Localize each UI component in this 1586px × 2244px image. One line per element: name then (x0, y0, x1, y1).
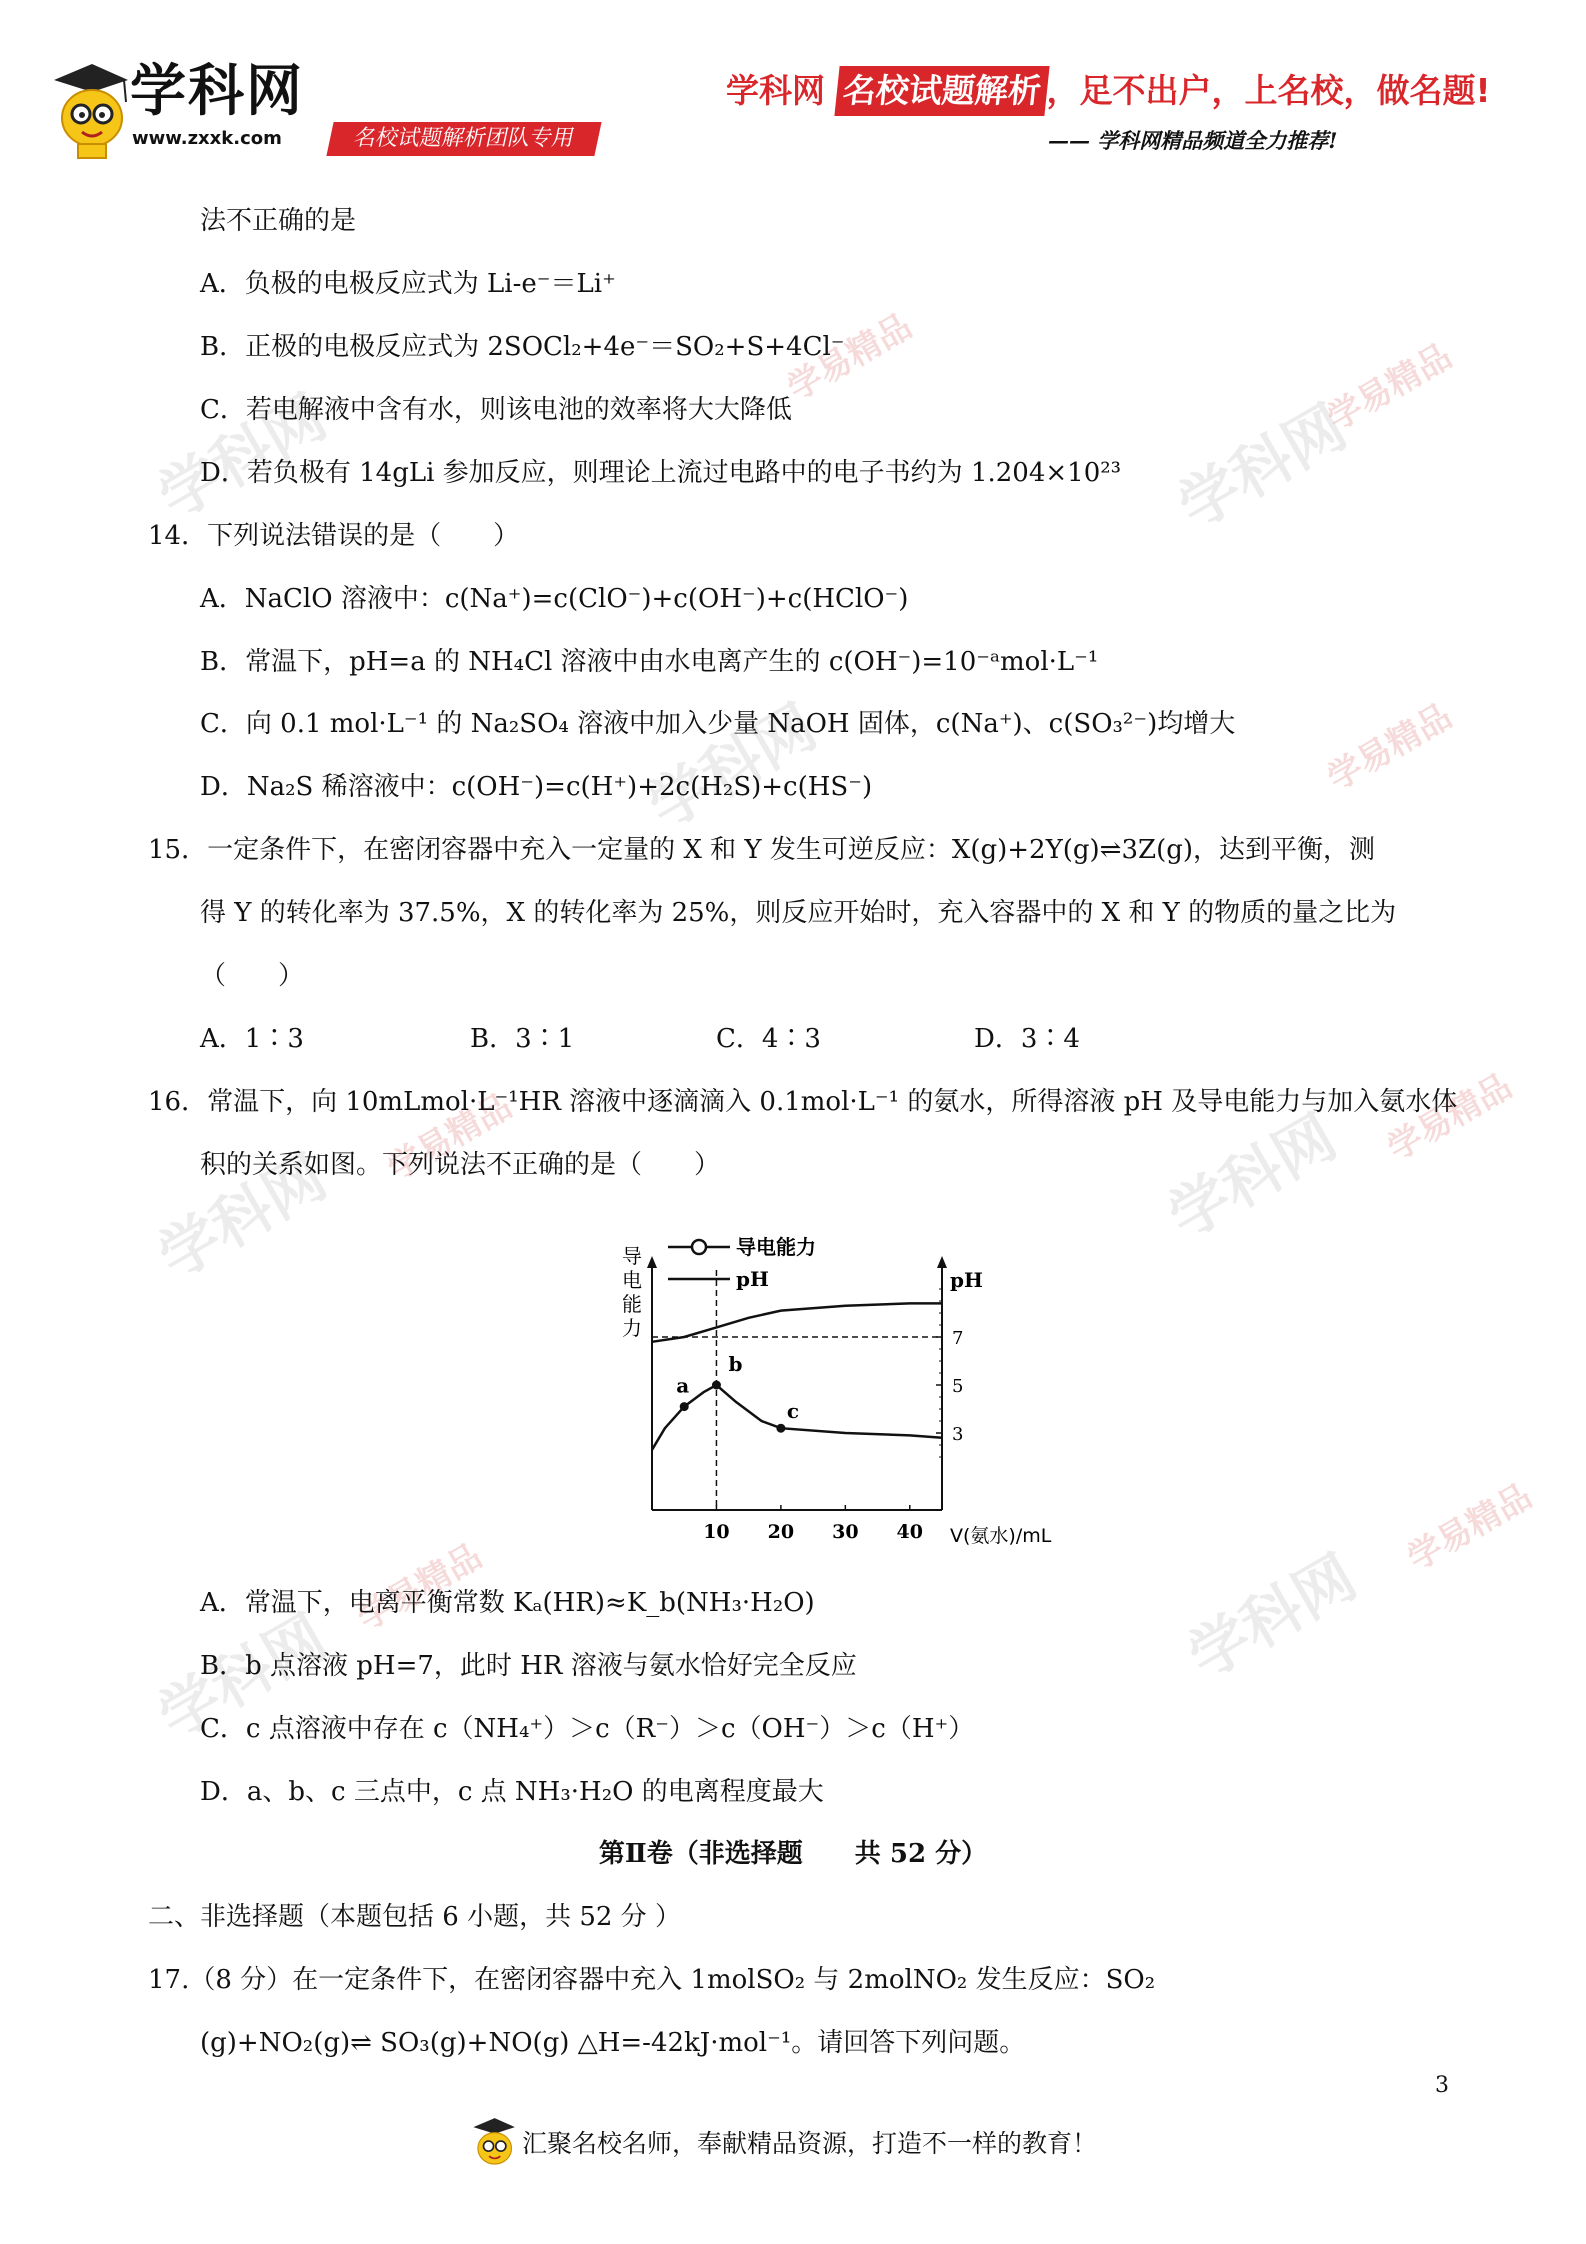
q14-stem: 14．下列说法错误的是（ ） (148, 521, 520, 551)
header-recommend: —— 学科网精品频道全力推荐! (1048, 128, 1338, 153)
mascot-logo-icon (48, 62, 130, 162)
right-axis-label: pH (950, 1268, 983, 1292)
q16-stem-line2: 积的关系如图。下列说法不正确的是（ ） (200, 1150, 721, 1180)
q14-option-a: A．NaClO 溶液中：c(Na⁺)=c(ClO⁻)+c(OH⁻)+c(HClO⁻) (200, 584, 909, 614)
watermark: 学易精品 (350, 1536, 489, 1639)
q14-option-c: C．向 0.1 mol·L⁻¹ 的 Na₂SO₄ 溶液中加入少量 NaOH 固体，c(Na⁺)、c(SO₃²⁻)均增大 (200, 709, 1236, 739)
q16-option-c: C．c 点溶液中存在 c（NH₄⁺）＞c（R⁻）＞c（OH⁻）＞c（H⁺） (200, 1714, 975, 1744)
watermark: 学科网 (147, 1142, 338, 1293)
q17-stem-line2: (g)+NO₂(g)⇌ SO₃(g)+NO(g) △H=-42kJ·mol⁻¹。请回答下列问题。 (200, 2028, 1026, 2058)
q16-option-b: B．b 点溶液 pH=7，此时 HR 溶液与氨水恰好完全反应 (200, 1651, 857, 1681)
part2-section-heading: 二、非选择题（本题包括 6 小题，共 52 分 ） (148, 1902, 681, 1932)
point-label-a: a (676, 1373, 690, 1398)
watermark: 学易精品 (1320, 696, 1459, 799)
x-tick-label: 10 (703, 1521, 730, 1543)
part2-title: 第Ⅱ卷（非选择题 共 52 分） (598, 1839, 988, 1869)
logo-url: www.zxxk.com (132, 128, 282, 149)
q16-option-d: D．a、b、c 三点中，c 点 NH₃·H₂O 的电离程度最大 (200, 1777, 824, 1807)
q15-stem-line3: （ ） (200, 961, 305, 991)
q13-option-c: C．若电解液中含有水，则该电池的效率将大大降低 (200, 395, 792, 425)
ph-series-line (652, 1303, 942, 1341)
header-slogan (726, 66, 1491, 116)
footer-mascot-icon (470, 2117, 516, 2173)
watermark: 学科网 (637, 692, 828, 843)
right-tick-label: 7 (952, 1328, 964, 1349)
watermark: 学科网 (147, 382, 338, 533)
x-axis-label: V(氨水)/mL (950, 1525, 1052, 1547)
legend-conductivity-marker (692, 1240, 706, 1254)
left-axis-arrow (647, 1256, 657, 1268)
q16-option-a: A．常温下，电离平衡常数 Kₐ(HR)≈K_b(NH₃·H₂O) (200, 1588, 815, 1618)
q15-option-a: A．1∶3 (200, 1024, 304, 1054)
logo-name: 学科网 (130, 59, 304, 124)
watermark: 学易精品 (1320, 336, 1459, 439)
footer-slogan: 汇聚名校名师，奉献精品资源，打造不一样的教育！ (522, 2129, 1098, 2158)
q17-stem-line1: 17.（8 分）在一定条件下，在密闭容器中充入 1molSO₂ 与 2molNO₂ 发生反应：SO₂ (148, 1965, 1156, 1995)
watermark: 学易精品 (1380, 1066, 1519, 1169)
q15-option-d: D．3∶4 (974, 1024, 1080, 1054)
team-label: 名校试题解析团队专用 (326, 122, 601, 156)
q14-option-b: B．常温下，pH=a 的 NH₄Cl 溶液中由水电离产生的 c(OH⁻)=10⁻ᵃmol·L⁻¹ (200, 647, 1099, 677)
watermark: 学科网 (147, 1602, 338, 1753)
data-point-a (680, 1402, 689, 1411)
left-axis-label: 电 (622, 1268, 642, 1292)
legend-ph-label: pH (736, 1267, 769, 1291)
point-label-b: b (728, 1352, 743, 1376)
slogan-rest: ，足不出户，上名校，做名题! (1046, 71, 1491, 110)
watermark: 学易精品 (780, 306, 919, 409)
q13-option-a: A．负极的电极反应式为 Li-e⁻＝Li⁺ (200, 269, 616, 299)
x-tick-label: 30 (832, 1521, 859, 1543)
q16-stem-line1: 16．常温下，向 10mLmol·L⁻¹HR 溶液中逐滴滴入 0.1mol·L⁻¹ 的氨水，所得溶液 pH 及导电能力与加入氨水体 (148, 1087, 1458, 1117)
watermark: 学科网 (1177, 1542, 1368, 1693)
right-tick-label: 3 (952, 1424, 964, 1445)
legend-conductivity-label: 导电能力 (736, 1235, 816, 1259)
watermark: 学科网 (1167, 392, 1358, 543)
right-axis-arrow (937, 1256, 947, 1268)
slogan-brand: 学科网 (726, 71, 825, 110)
point-label-c: c (786, 1399, 800, 1424)
data-point-b (712, 1381, 721, 1390)
q13-stem-tail: 法不正确的是 (200, 206, 357, 236)
q15-option-b: B．3∶1 (470, 1024, 575, 1054)
watermark: 学易精品 (380, 1086, 519, 1189)
q15-option-c: C．4∶3 (716, 1024, 821, 1054)
watermark: 学易精品 (1400, 1476, 1539, 1579)
x-tick-label: 40 (896, 1521, 924, 1543)
q15-stem-line1: 15．一定条件下，在密闭容器中充入一定量的 X 和 Y 发生可逆反应：X(g)+2Y(g)⇌3Z(g)，达到平衡，测 (148, 835, 1376, 865)
left-axis-label: 力 (622, 1316, 642, 1340)
page-number: 3 (1435, 2073, 1449, 2098)
slogan-highlight: 名校试题解析 (834, 66, 1049, 116)
q14-option-d: D．Na₂S 稀溶液中：c(OH⁻)=c(H⁺)+2c(H₂S)+c(HS⁻) (200, 772, 873, 802)
right-tick-label: 5 (952, 1376, 964, 1397)
data-point-c (776, 1424, 785, 1433)
watermark: 学科网 (1157, 1102, 1348, 1253)
titration-chart (600, 1225, 1060, 1565)
q13-option-d: D．若负极有 14gLi 参加反应，则理论上流过电路中的电子书约为 1.204×10²³ (200, 458, 1122, 488)
x-tick-label: 20 (767, 1521, 795, 1543)
q15-stem-line2: 得 Y 的转化率为 37.5%，X 的转化率为 25%，则反应开始时，充入容器中的 X 和 Y 的物质的量之比为 (200, 898, 1397, 928)
left-axis-label: 导 (622, 1244, 642, 1268)
q13-option-b: B．正极的电极反应式为 2SOCl₂+4e⁻＝SO₂+S+4Cl⁻ (200, 332, 845, 362)
left-axis-label: 能 (622, 1292, 642, 1316)
